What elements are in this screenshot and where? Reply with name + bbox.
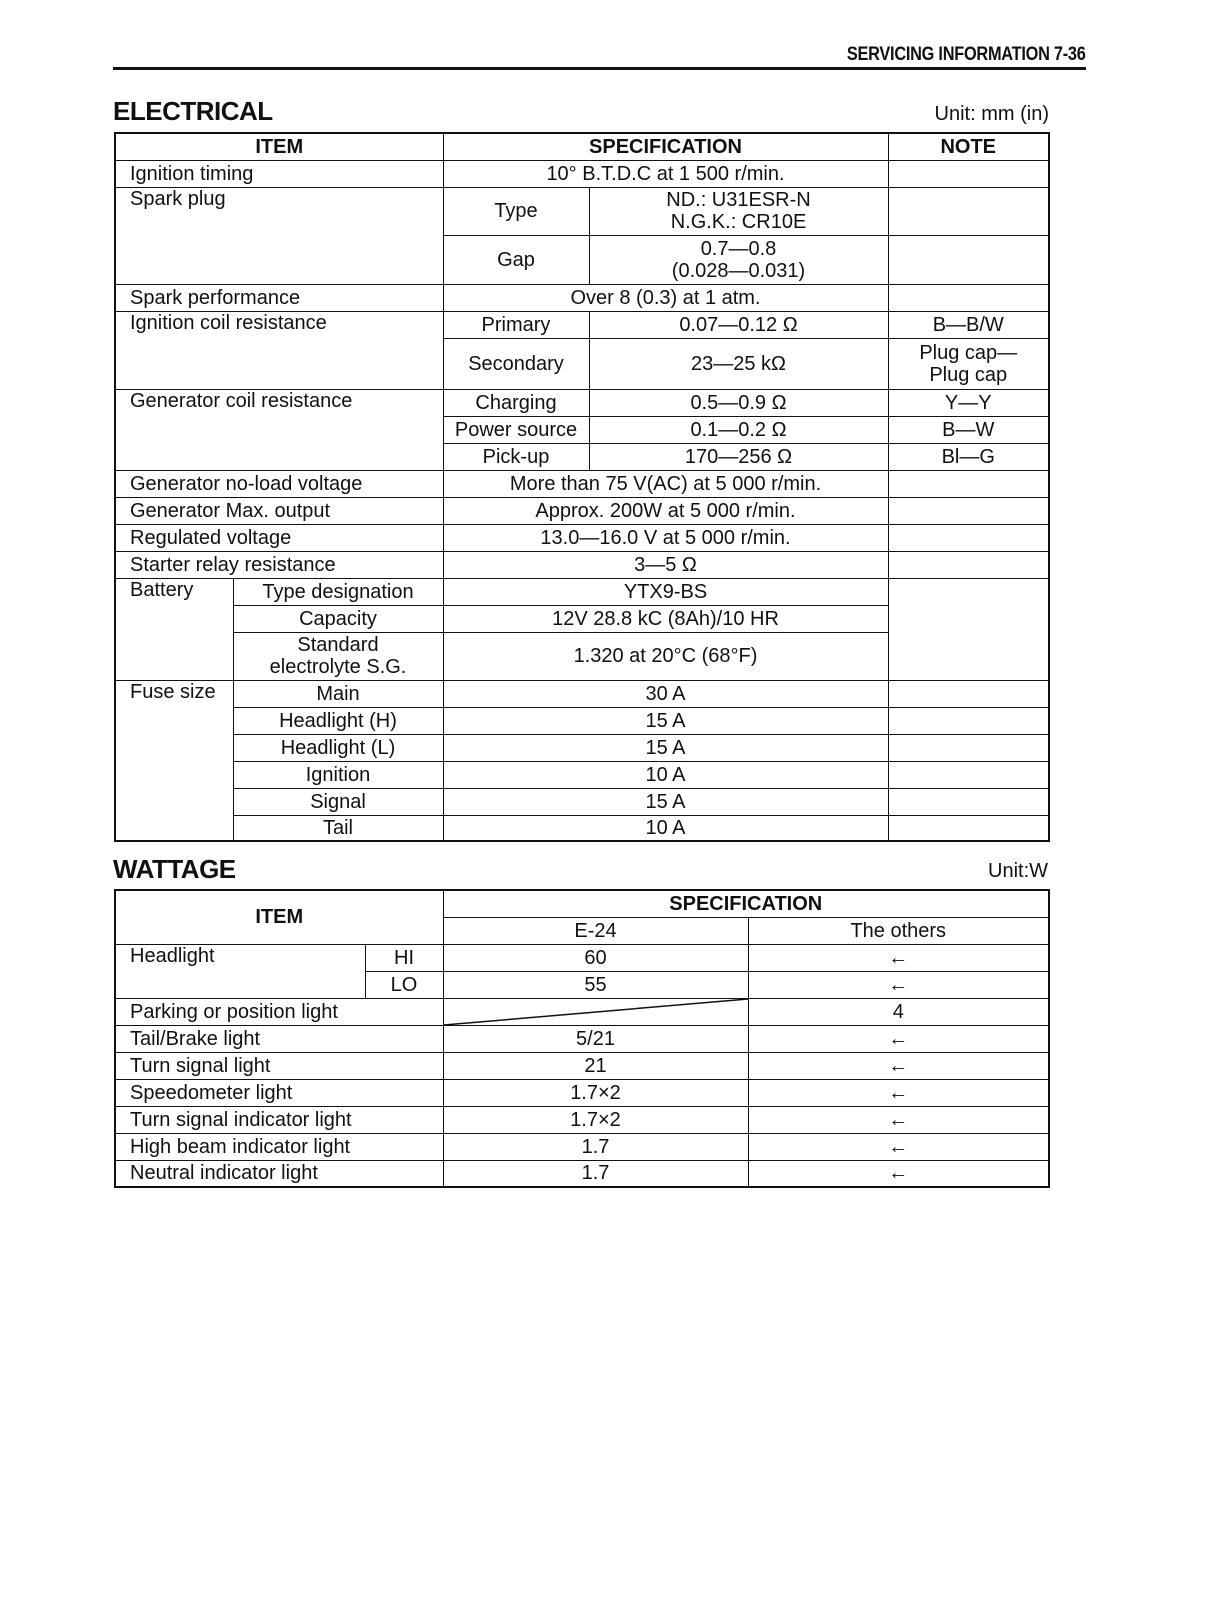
item-cell: Parking or position light	[115, 998, 443, 1025]
item-cell: Starter relay resistance	[115, 551, 443, 578]
e24-cell: 5/21	[443, 1025, 748, 1052]
spec-cell: 13.0—16.0 V at 5 000 r/min.	[443, 524, 888, 551]
others-cell: ←	[748, 944, 1049, 971]
table-row	[115, 680, 1049, 707]
table-row	[115, 389, 1049, 416]
note-cell	[888, 815, 1049, 841]
note-cell	[888, 187, 1049, 235]
table-row	[115, 551, 1049, 578]
table-row	[115, 788, 1049, 815]
spec-cell	[589, 235, 888, 284]
sub-label-cell: LO	[365, 971, 443, 998]
note-cell	[888, 284, 1049, 311]
sub-label-cell: Capacity	[233, 605, 443, 632]
spec-cell: 10° B.T.D.C at 1 500 r/min.	[443, 160, 888, 187]
sub-label-cell: Headlight (L)	[233, 734, 443, 761]
wattage-title: WATTAGE	[113, 854, 236, 884]
table-row	[115, 944, 1049, 971]
note-line: Plug cap—	[919, 341, 1018, 364]
others-cell: ←	[748, 1052, 1049, 1079]
sub-label-cell: Charging	[443, 389, 589, 416]
item-cell: Fuse size	[115, 680, 233, 841]
note-cell	[888, 497, 1049, 524]
others-cell: ←	[748, 1079, 1049, 1106]
item-cell: Turn signal light	[115, 1052, 443, 1079]
item-cell: Tail/Brake light	[115, 1025, 443, 1052]
diagonal-line	[444, 999, 748, 1025]
sub-label-cell: Primary	[443, 311, 589, 338]
item-cell: Ignition timing	[115, 160, 443, 187]
spec-cell: 0.1—0.2 Ω	[589, 416, 888, 443]
sub-label-cell: Type	[443, 187, 589, 235]
spec-cell: More than 75 V(AC) at 5 000 r/min.	[443, 470, 888, 497]
table-row	[115, 470, 1049, 497]
table-row	[115, 1133, 1049, 1160]
spec-cell: 0.5—0.9 Ω	[589, 389, 888, 416]
wattage-unit: Unit:W	[988, 860, 1048, 882]
note-cell	[888, 734, 1049, 761]
note-cell	[888, 235, 1049, 284]
note-cell	[888, 338, 1049, 389]
spec-line: ND.: U31ESR-N	[666, 189, 811, 211]
spec-cell: 23—25 kΩ	[589, 338, 888, 389]
table-row	[115, 160, 1049, 187]
item-cell: Generator no-load voltage	[115, 470, 443, 497]
item-cell: Generator Max. output	[115, 497, 443, 524]
note-cell	[888, 707, 1049, 734]
table-row	[115, 1160, 1049, 1187]
table-row	[115, 707, 1049, 734]
item-cell: Spark plug	[115, 187, 443, 284]
table-row	[115, 1025, 1049, 1052]
header-item: ITEM	[115, 890, 443, 944]
e24-cell: 55	[443, 971, 748, 998]
electrical-unit: Unit: mm (in)	[934, 103, 1049, 125]
table-row	[115, 311, 1049, 338]
note-cell	[888, 788, 1049, 815]
e24-cell: 1.7	[443, 1160, 748, 1187]
table-row	[115, 971, 1049, 998]
spec-cell: 15 A	[443, 788, 888, 815]
e24-cell: 1.7	[443, 1133, 748, 1160]
label-line: electrolyte S.G.	[269, 656, 407, 678]
sub-label-cell: Signal	[233, 788, 443, 815]
sub-label-cell: Gap	[443, 235, 589, 284]
e24-cell: 1.7×2	[443, 1079, 748, 1106]
spec-cell: 12V 28.8 kC (8Ah)/10 HR	[443, 605, 888, 632]
item-cell: Neutral indicator light	[115, 1160, 443, 1187]
item-cell: Speedometer light	[115, 1079, 443, 1106]
item-cell: Spark performance	[115, 284, 443, 311]
not-applicable-cell	[443, 998, 748, 1025]
table-row	[115, 1106, 1049, 1133]
header-spec: SPECIFICATION	[443, 890, 1049, 917]
spec-cell	[589, 187, 888, 235]
table-row	[115, 815, 1049, 841]
label-line: Standard	[297, 634, 379, 656]
note-cell	[888, 551, 1049, 578]
spec-line: (0.028—0.031)	[671, 259, 806, 282]
item-cell: Battery	[115, 578, 233, 680]
note-cell: B—B/W	[888, 311, 1049, 338]
table-row	[115, 497, 1049, 524]
wattage-table	[114, 889, 1050, 1188]
table-row	[115, 734, 1049, 761]
spec-line: 0.7—0.8	[700, 237, 777, 260]
header-spec: SPECIFICATION	[443, 133, 888, 160]
sub-label-cell: Type designation	[233, 578, 443, 605]
note-cell: Y—Y	[888, 389, 1049, 416]
others-cell: ←	[748, 1106, 1049, 1133]
others-cell: ←	[748, 971, 1049, 998]
spec-cell: 10 A	[443, 761, 888, 788]
spec-cell: 15 A	[443, 734, 888, 761]
spec-cell: 3—5 Ω	[443, 551, 888, 578]
item-cell: Headlight	[115, 944, 365, 971]
note-cell	[888, 524, 1049, 551]
table-row	[115, 761, 1049, 788]
electrical-table	[114, 132, 1050, 842]
table-row	[115, 1052, 1049, 1079]
sub-label-cell: Secondary	[443, 338, 589, 389]
others-cell: ←	[748, 1025, 1049, 1052]
spec-cell: 1.320 at 20°C (68°F)	[443, 632, 888, 680]
note-cell	[888, 470, 1049, 497]
spec-cell: 30 A	[443, 680, 888, 707]
spec-cell: 10 A	[443, 815, 888, 841]
sub-label-cell	[233, 632, 443, 680]
item-cell: Turn signal indicator light	[115, 1106, 443, 1133]
spec-cell: 0.07—0.12 Ω	[589, 311, 888, 338]
spec-cell: Approx. 200W at 5 000 r/min.	[443, 497, 888, 524]
others-cell: ←	[748, 1160, 1049, 1187]
e24-cell: 1.7×2	[443, 1106, 748, 1133]
sub-label-cell: Power source	[443, 416, 589, 443]
note-cell: B—W	[888, 416, 1049, 443]
table-row	[115, 187, 1049, 235]
header-others: The others	[748, 917, 1049, 944]
item-cell: Ignition coil resistance	[115, 311, 443, 389]
note-cell	[888, 680, 1049, 707]
note-cell	[888, 160, 1049, 187]
others-cell: 4	[748, 998, 1049, 1025]
item-cell-continued	[115, 971, 365, 998]
note-line: Plug cap	[929, 363, 1008, 386]
header-item: ITEM	[115, 133, 443, 160]
spec-cell: 170—256 Ω	[589, 443, 888, 470]
sub-label-cell: Main	[233, 680, 443, 707]
spec-cell: YTX9-BS	[443, 578, 888, 605]
table-row	[115, 1079, 1049, 1106]
table-row	[115, 998, 1049, 1025]
electrical-title: ELECTRICAL	[113, 96, 273, 126]
header-e24: E-24	[443, 917, 748, 944]
sub-label-cell: HI	[365, 944, 443, 971]
note-cell: Bl—G	[888, 443, 1049, 470]
table-row	[115, 524, 1049, 551]
header-note: NOTE	[888, 133, 1049, 160]
sub-label-cell: Headlight (H)	[233, 707, 443, 734]
spec-cell: Over 8 (0.3) at 1 atm.	[443, 284, 888, 311]
e24-cell: 60	[443, 944, 748, 971]
item-cell: Regulated voltage	[115, 524, 443, 551]
item-cell: High beam indicator light	[115, 1133, 443, 1160]
page-header	[113, 40, 1086, 70]
table-row	[115, 284, 1049, 311]
sub-label-cell: Tail	[233, 815, 443, 841]
header-title: SERVICING INFORMATION 7-36	[847, 44, 1086, 65]
others-cell: ←	[748, 1133, 1049, 1160]
wattage-header-row	[115, 890, 1049, 917]
table-row	[115, 578, 1049, 605]
spec-cell: 15 A	[443, 707, 888, 734]
note-cell	[888, 761, 1049, 788]
e24-cell: 21	[443, 1052, 748, 1079]
electrical-header-row	[115, 133, 1049, 160]
sub-label-cell: Ignition	[233, 761, 443, 788]
note-cell	[888, 578, 1049, 680]
sub-label-cell: Pick-up	[443, 443, 589, 470]
spec-line: N.G.K.: CR10E	[670, 211, 807, 233]
item-cell: Generator coil resistance	[115, 389, 443, 470]
